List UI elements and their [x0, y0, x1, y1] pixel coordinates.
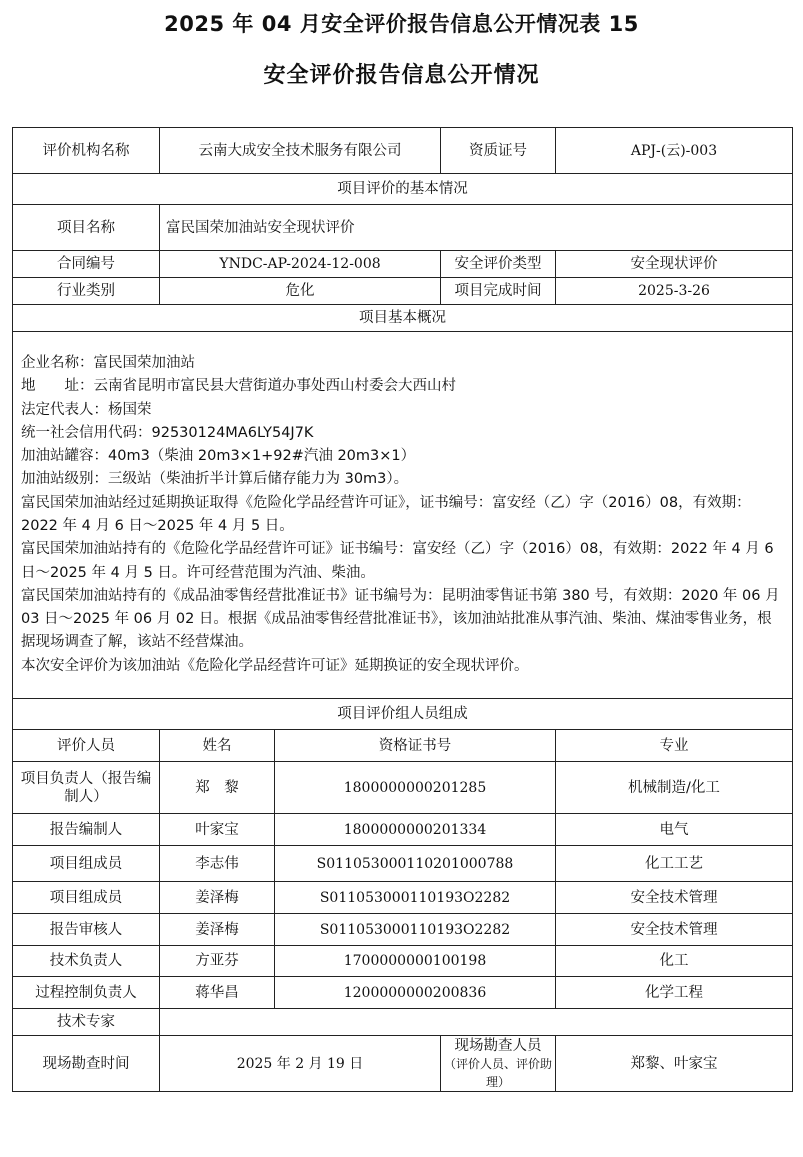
table-row: [13, 846, 793, 882]
team-name: 姜泽梅: [160, 914, 275, 946]
team-major: 化学工程: [556, 977, 793, 1009]
team-cert: 1200000000200836: [275, 977, 556, 1009]
table-row: [13, 946, 793, 977]
eval-type-value: 安全现状评价: [556, 251, 793, 278]
team-cert: S011053000110193O2282: [275, 882, 556, 914]
industry-label: 行业类别: [13, 278, 160, 305]
cert-value: APJ-(云)-003: [556, 128, 793, 174]
team-header-cert: 资格证书号: [275, 730, 556, 762]
contract-row: [13, 251, 793, 278]
survey-row: [13, 1036, 793, 1092]
team-role: 过程控制负责人: [13, 977, 160, 1009]
team-major: 化工工艺: [556, 846, 793, 882]
overview-line: 加油站罐容：40m3（柴油 20m3×1+92#汽油 20m3×1）: [21, 448, 416, 465]
finish-time-value: 2025-3-26: [556, 278, 793, 305]
project-name-row: [13, 205, 793, 251]
overview-line: 地 址：云南省昆明市富民县大营街道办事处西山村委会大西山村: [21, 378, 456, 395]
team-header-role: 评价人员: [13, 730, 160, 762]
table-row: [13, 977, 793, 1009]
overview-line: 统一社会信用代码：92530124MA6LY54J7K: [21, 424, 314, 441]
overview-line: 富民国荣加油站持有的《危险化学品经营许可证》证书编号：富安经（乙）字（2016）08，有效期：2022 年 4 月 6 日～2025 年 4 月 5 日。许可经营范围为汽油、柴油。: [21, 541, 774, 581]
team-role: 项目组成员: [13, 846, 160, 882]
team-header-name: 姓名: [160, 730, 275, 762]
team-major: 化工: [556, 946, 793, 977]
survey-time-label: 现场勘查时间: [13, 1036, 160, 1092]
overview-section-header: 项目基本概况: [13, 305, 793, 332]
team-cert: S011053000110201000788: [275, 846, 556, 882]
finish-time-label: 项目完成时间: [441, 278, 556, 305]
team-name: 姜泽梅: [160, 882, 275, 914]
team-role: 报告审核人: [13, 914, 160, 946]
expert-value: [160, 1009, 793, 1036]
expert-label: 技术专家: [13, 1009, 160, 1036]
table-row: [13, 814, 793, 846]
overview-line: 本次安全评价为该加油站《危险化学品经营许可证》延期换证的安全现状评价。: [21, 657, 529, 674]
overview-line: 富民国荣加油站持有的《成品油零售经营批准证书》证书编号为：昆明油零售证书第 380 号，有效期：2020 年 06 月 03 日～2025 年 06 月 02 日。根据《成品油零售经营批准证书》，该加油站批准从事汽油、柴油、煤油零售业务，根据现场调查了解，该站不经营煤油。: [21, 587, 780, 651]
team-name: 蒋华昌: [160, 977, 275, 1009]
survey-staff-value: 郑黎、叶家宝: [556, 1036, 793, 1092]
eval-type-label: 安全评价类型: [441, 251, 556, 278]
survey-staff-label-line1: 现场勘查人员: [454, 1037, 542, 1054]
survey-time-value: 2025 年 2 月 19 日: [160, 1036, 441, 1092]
team-header-row: [13, 730, 793, 762]
overview-content: [13, 332, 793, 699]
org-label: 评价机构名称: [13, 128, 160, 174]
overview-line: 富民国荣加油站经过延期换证取得《危险化学品经营许可证》，证书编号：富安经（乙）字（2016）08，有效期：2022 年 4 月 6 日～2025 年 4 月 5 日。: [21, 494, 751, 534]
project-name-value: 富民国荣加油站安全现状评价: [160, 205, 793, 251]
team-role: 项目负责人（报告编制人）: [13, 762, 160, 814]
cert-label: 资质证号: [441, 128, 556, 174]
survey-staff-label: [441, 1036, 556, 1092]
org-value: 云南大成安全技术服务有限公司: [160, 128, 441, 174]
team-role: 技术负责人: [13, 946, 160, 977]
team-cert: 1700000000100198: [275, 946, 556, 977]
contract-label: 合同编号: [13, 251, 160, 278]
team-role: 报告编制人: [13, 814, 160, 846]
table-row: [13, 762, 793, 814]
team-name: 叶家宝: [160, 814, 275, 846]
team-header-major: 专业: [556, 730, 793, 762]
team-name: 郑 黎: [160, 762, 275, 814]
industry-row: [13, 278, 793, 305]
team-role: 项目组成员: [13, 882, 160, 914]
team-name: 李志伟: [160, 846, 275, 882]
disclosure-table: [12, 127, 793, 1092]
contract-value: YNDC-AP-2024-12-008: [160, 251, 441, 278]
table-row: [13, 882, 793, 914]
overview-line: 法定代表人：杨国荣: [21, 401, 152, 418]
overview-line: 企业名称：富民国荣加油站: [21, 354, 195, 371]
overview-line: 加油站级别：三级站（柴油折半计算后储存能力为 30m3）。: [21, 471, 409, 488]
basic-section-header: 项目评价的基本情况: [13, 174, 793, 205]
document-subtitle: 安全评价报告信息公开情况: [263, 63, 540, 88]
survey-staff-label-line2: （评价人员、评价助理）: [443, 1056, 552, 1089]
team-major: 安全技术管理: [556, 914, 793, 946]
document-title: 2025 年 04 月安全评价报告信息公开情况表 15: [164, 12, 639, 36]
team-major: 电气: [556, 814, 793, 846]
org-row: [13, 128, 793, 174]
table-row: [13, 914, 793, 946]
project-name-label: 项目名称: [13, 205, 160, 251]
team-section-header: 项目评价组人员组成: [13, 699, 793, 730]
team-cert: 1800000000201334: [275, 814, 556, 846]
team-major: 安全技术管理: [556, 882, 793, 914]
team-major: 机械制造/化工: [556, 762, 793, 814]
team-name: 方亚芬: [160, 946, 275, 977]
expert-row: [13, 1009, 793, 1036]
industry-value: 危化: [160, 278, 441, 305]
team-cert: 1800000000201285: [275, 762, 556, 814]
team-cert: S011053000110193O2282: [275, 914, 556, 946]
